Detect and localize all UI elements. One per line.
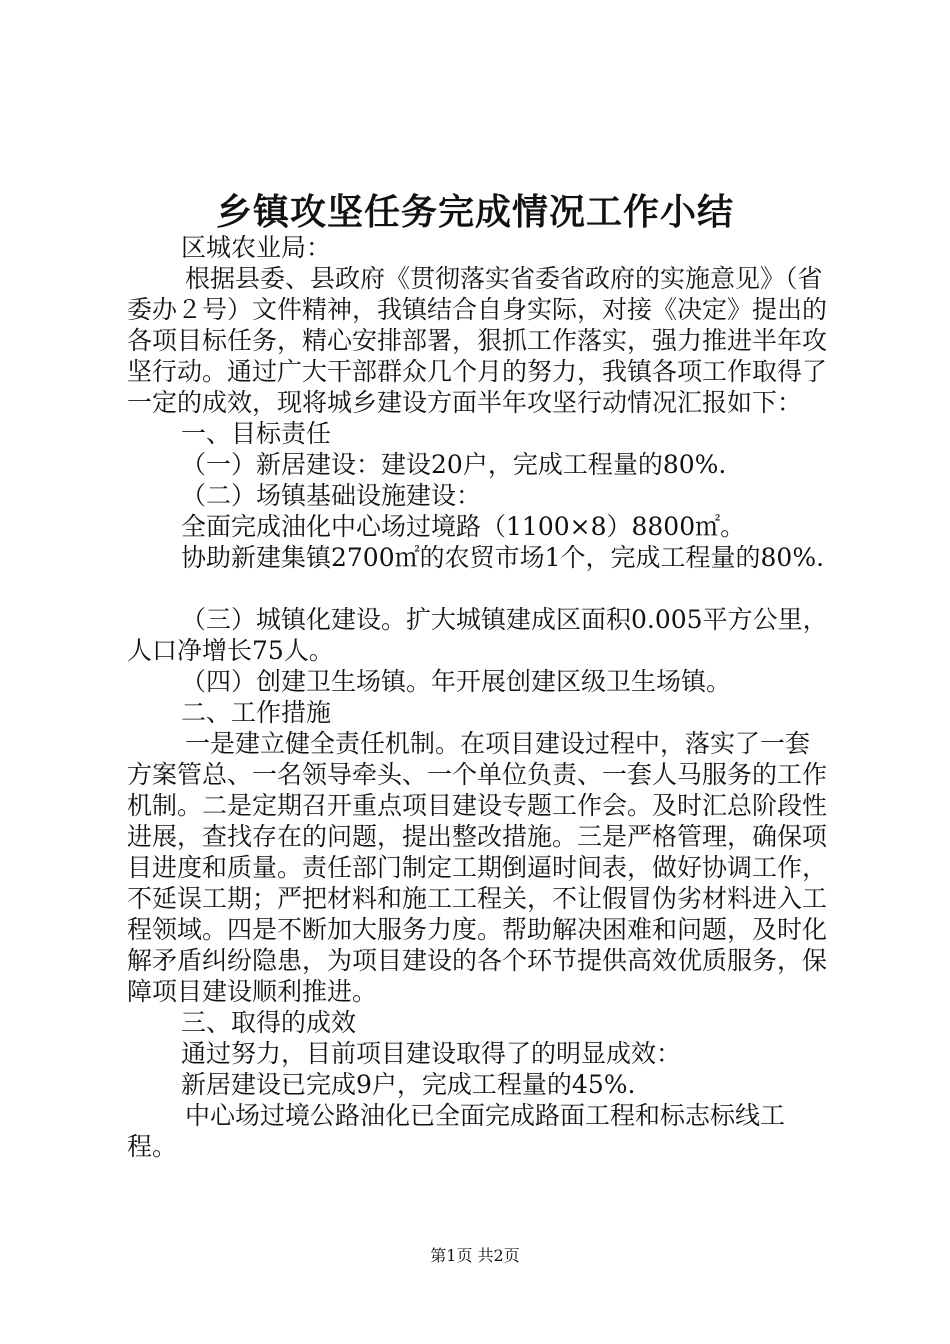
target-item-3: （三）城镇化建设。扩大城镇建成区面积0.005平方公里，人口净增长75人。 [127,605,828,665]
result-line-3: 中心场过境公路油化已全面完成路面工程和标志标线工程。 [127,1101,786,1161]
target-item-2b: 协助新建集镇2700㎡的农贸市场1个，完成工程量的80%. [181,543,825,572]
section-heading-1: 一、目标责任 [181,419,332,448]
result-line-1: 通过努力，目前项目建设取得了的明显成效： [181,1039,682,1068]
blank-line [127,573,832,604]
target-item-2a: 全面完成油化中心场过境路（1100×8）8800㎡。 [181,512,746,541]
target-item-1: （一）新居建设：建设20户，完成工程量的80%. [181,450,727,479]
section-heading-3: 三、取得的成效 [181,1008,357,1037]
target-item-2: （二）场镇基础设施建设： [181,481,482,510]
target-item-4: （四）创建卫生场镇。年开展创建区级卫生场镇。 [181,667,732,696]
intro-paragraph: 根据县委、县政府《贯彻落实省委省政府的实施意见》（省委办２号）文件精神，我镇结合自身实际，对接《决定》提出的各项目标任务，精心安排部署，狠抓工作落实，强力推进半年攻坚行动。通过广大干部群众几个月的努力，我镇各项工作取得了一定的成效，现将城乡建设方面半年攻坚行动情况汇报如下： [127,264,828,417]
section-heading-2: 二、工作措施 [181,698,332,727]
page-footer: 第1页 共2页 [430,1246,520,1265]
document-body [127,232,832,1162]
measures-paragraph: 一是建立健全责任机制。在项目建设过程中，落实了一套方案管总、一名领导牵头、一个单位负责、一套人马服务的工作机制。二是定期召开重点项目建设专题工作会。及时汇总阶段性进展，查找存在的问题，提出整改措施。三是严格管理，确保项目进度和质量。责任部门制定工期倒逼时间表，做好协调工作，不延误工期；严把材料和施工工程关，不让假冒伪劣材料进入工程领域。四是不断加大服务力度。帮助解决困难和问题，及时化解矛盾纠纷隐患，为项目建设的各个环节提供高效优质服务，保障项目建设顺利推进。 [127,729,828,1006]
result-line-2: 新居建设已完成9户，完成工程量的45%. [181,1070,636,1099]
document-title: 乡镇攻坚任务完成情况工作小结 [215,192,734,233]
recipient-line: 区城农业局： [181,233,332,262]
